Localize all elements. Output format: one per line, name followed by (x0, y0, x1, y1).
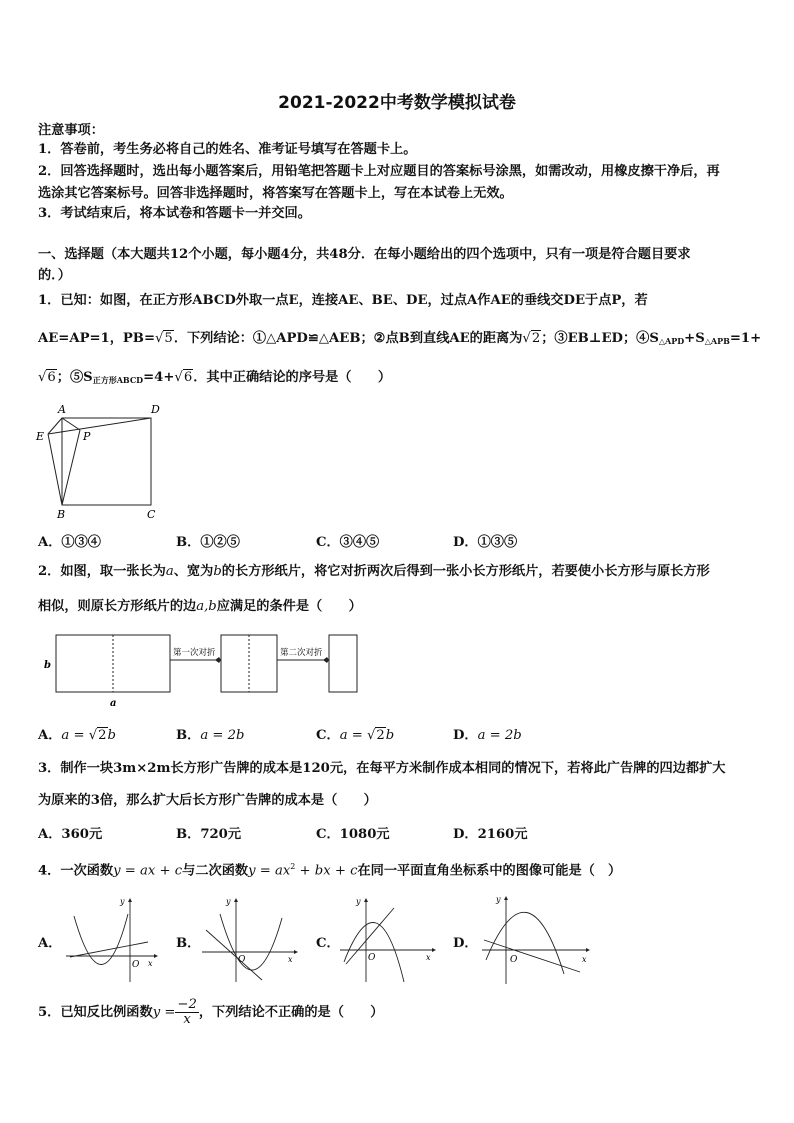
notice-item: 1．答卷前，考生务必将自己的姓名、准考证号填写在答题卡上。 (38, 142, 417, 157)
y-axis-arrow-icon (234, 898, 238, 902)
q4-option-c[interactable]: C． (316, 936, 340, 951)
y-axis-arrow-icon (364, 898, 368, 902)
q3-option-d[interactable]: D．2160元 (453, 827, 528, 842)
q4-graph-b (200, 894, 300, 986)
page-title: 2021-2022中考数学模拟试卷 (278, 93, 516, 113)
x-axis-arrow-icon (294, 950, 298, 954)
q3-option-a[interactable]: A．360元 (38, 827, 103, 842)
fig-label-b: b (44, 660, 51, 671)
q1-square-figure (32, 398, 172, 522)
arrow-right-icon (323, 657, 329, 663)
q4-option-a[interactable]: A． (38, 936, 62, 951)
notice-item: 2．回答选择题时，选出每小题答案后，用铅笔把答题卡上对应题目的答案标号涂黑，如需改动，用橡皮擦干净后，再 (38, 164, 720, 179)
sqrt-value: 6 (47, 370, 56, 385)
axis-label-y: y (356, 897, 361, 906)
axis-label-y: y (120, 897, 125, 906)
q5-stem: 5．已知反比例函数y = $\frac{-2}{x}$ ，下列结论不正确的是（ ） (38, 997, 384, 1027)
q2-option-d[interactable]: D．a = 2b (453, 728, 522, 743)
q3-option-b[interactable]: B．720元 (176, 827, 242, 842)
fig-label-A: A (58, 403, 66, 416)
q4-graph-c (338, 894, 438, 986)
q3-option-c[interactable]: C．1080元 (316, 827, 390, 842)
x-axis-arrow-icon (586, 948, 590, 952)
q2-option-b[interactable]: B．a = 2b (176, 728, 245, 743)
q3-stem: 3．制作一块3m×2m长方形广告牌的成本是120元，在每平方米制作成本相同的情况下，若将此广告牌的四边都扩大 (38, 761, 726, 776)
q1-option-a[interactable]: A．①③④ (38, 535, 101, 550)
fig-label-C: C (147, 508, 156, 521)
origin-label: O (132, 960, 140, 970)
q4-option-b[interactable]: B． (176, 936, 201, 951)
sqrt-value: 6 (183, 370, 193, 385)
axis-label-x: x (582, 955, 587, 964)
x-axis-arrow-icon (432, 948, 436, 952)
origin-label: O (368, 953, 376, 963)
axis-label-x: x (426, 953, 431, 962)
fig-label-D: D (151, 403, 160, 416)
fig-label-P: P (83, 430, 91, 443)
origin-label: O (510, 955, 518, 965)
q2-folding-figure (40, 630, 370, 710)
fold-label-2: 第二次对折 (280, 648, 323, 658)
notice-item: 选涂其它答案标号。回答非选择题时，将答案写在答题卡上，写在本试卷上无效。 (38, 186, 513, 201)
section-heading: 一、选择题（本大题共12个小题，每小题4分，共48分．在每小题给出的四个选项中，只有一项是符合题目要求 (38, 247, 691, 262)
fraction: $\frac{-2}{x}$ (177, 997, 197, 1027)
q1-option-d[interactable]: D．①③⑤ (453, 535, 518, 550)
q4-graph-d (476, 892, 596, 988)
arrow-right-icon (215, 657, 221, 663)
q1-stem-line2: AE=AP=1，PB=√5．下列结论：①△APD≌△AEB；②点B到直线AE的距离为√2；③EB⊥ED；$④S_{\triangle APD}+S_{\triangle APB}=1+$ (38, 331, 762, 346)
origin-label: O (238, 955, 246, 965)
section-heading-cont: 的．） (38, 268, 71, 283)
axis-label-x: x (288, 955, 293, 964)
q1-stem-line3: √6；$⑤S_{正方形ABCD}=4+√6$．其中正确结论的序号是（ ） (38, 370, 392, 385)
q4-option-d[interactable]: D． (453, 936, 478, 951)
axis-label-y: y (496, 895, 501, 904)
axis-label-y: y (226, 897, 231, 906)
q4-graph-a (62, 894, 162, 986)
fold-label-1: 第一次对折 (173, 648, 216, 658)
q2-stem-line2: 相似，则原长方形纸片的边a,b应满足的条件是（ ） (38, 599, 362, 614)
fig-label-E: E (36, 430, 45, 443)
fig-label-a: a (110, 698, 117, 709)
notice-item: 3．考试结束后，将本试卷和答题卡一并交回。 (38, 206, 311, 221)
fig-label-B: B (57, 508, 66, 521)
y-axis-arrow-icon (128, 898, 132, 902)
q3-stem-line2: 为原来的3倍，那么扩大后长方形广告牌的成本是（ ） (38, 793, 377, 808)
axis-label-x: x (148, 959, 153, 968)
q1-option-c[interactable]: C．③④⑤ (316, 535, 380, 550)
q2-option-c[interactable]: C．a = √2b (316, 728, 395, 743)
sqrt-value: 5 (164, 331, 173, 346)
q4-stem: 4．一次函数y = ax + c与二次函数$y = ax^2$ + bx + c在同一平面直角坐标系中的图像可能是（ ） (38, 862, 622, 879)
q1-stem: 1．已知：如图，在正方形ABCD外取一点E，连接AE、BE、DE，过点A作AE的垂线交DE于点P，若 (38, 293, 648, 308)
q2-stem: 2．如图，取一张长为a、宽为b的长方形纸片，将它对折两次后得到一张小长方形纸片，若要使小长方形与原长方形 (38, 564, 710, 579)
x-axis-arrow-icon (154, 954, 158, 958)
y-axis-arrow-icon (504, 896, 508, 900)
sqrt-value: 2 (531, 331, 541, 346)
notice-heading: 注意事项： (38, 123, 104, 138)
q1-option-b[interactable]: B．①②⑤ (176, 535, 240, 550)
q2-option-a[interactable]: A．a = √2b (38, 728, 116, 743)
